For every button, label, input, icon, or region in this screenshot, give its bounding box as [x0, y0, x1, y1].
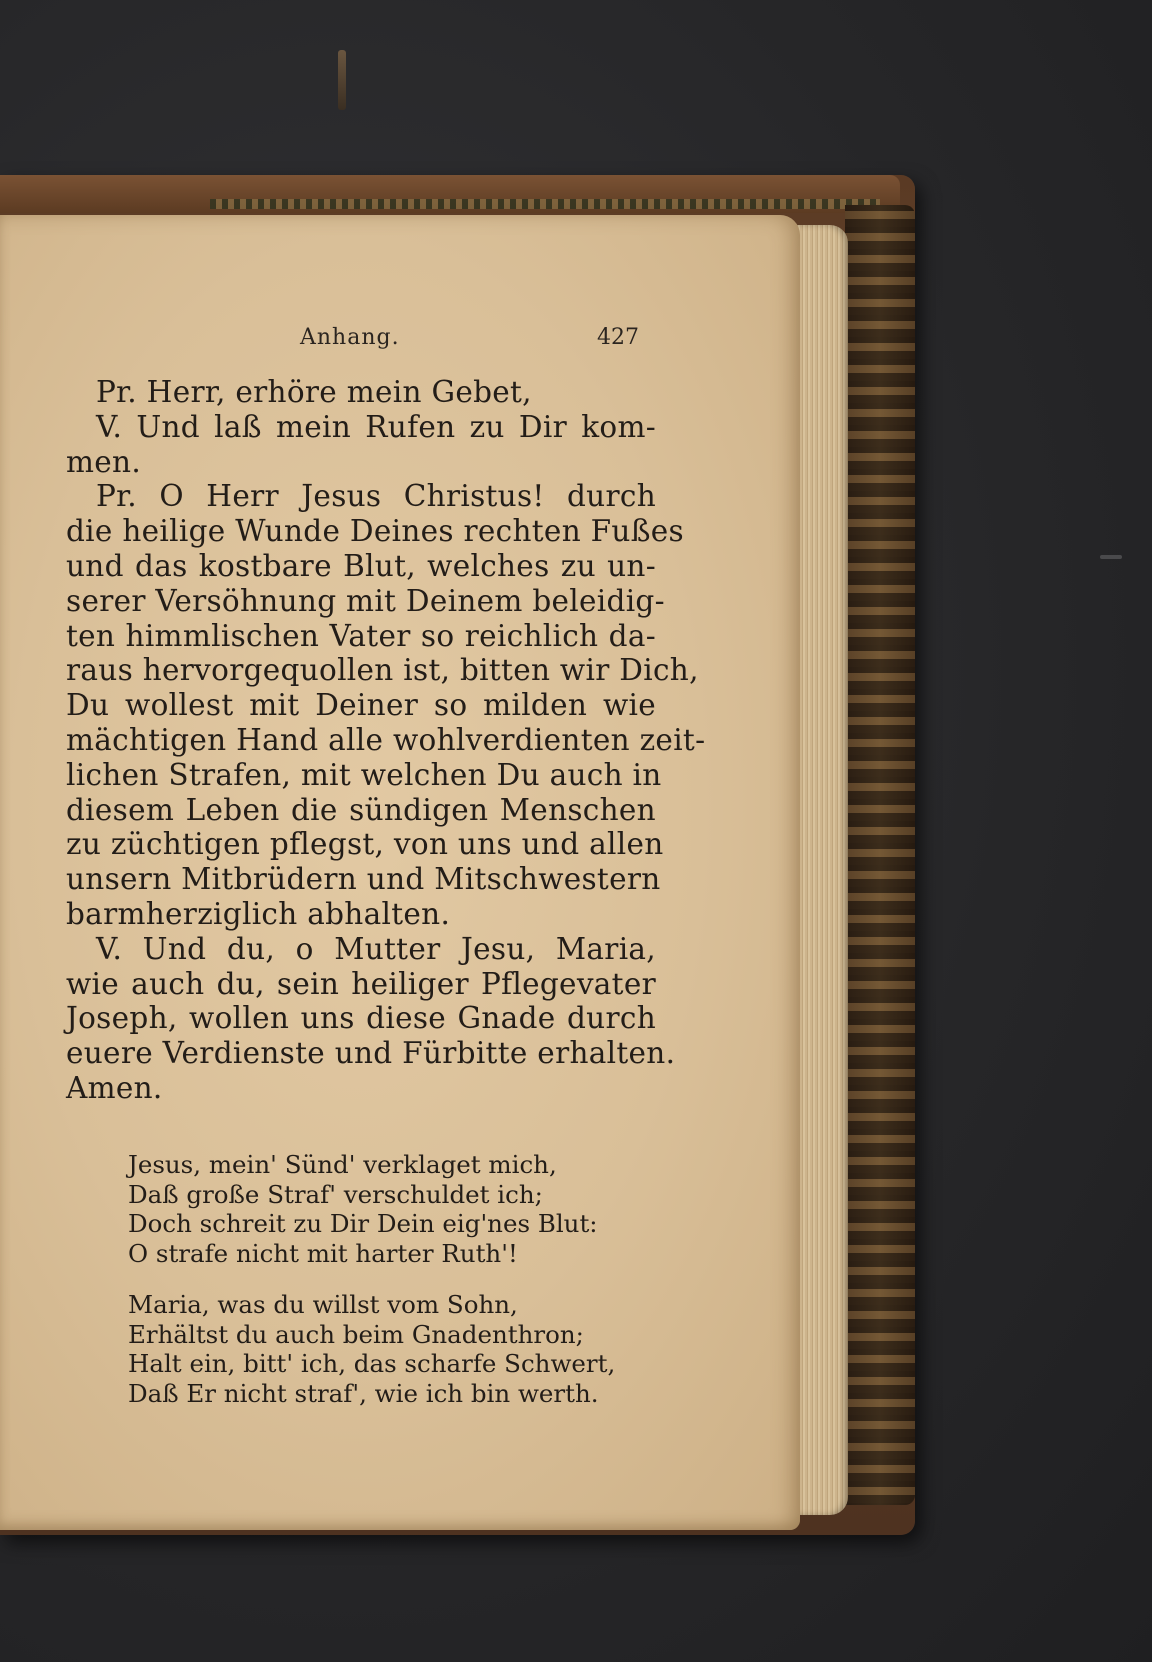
background-speck — [1100, 555, 1122, 559]
verse-line: Maria, was du willst vom Sohn, — [128, 1290, 518, 1319]
text-line: raus hervorgequollen ist, bitten wir Dich, — [66, 653, 699, 688]
verse-line: O strafe nicht mit harter Ruth'! — [128, 1238, 518, 1268]
text-line: mächtigen Hand alle wohlverdienten zeit- — [66, 722, 706, 757]
verse-line: Daß Er nicht straf', wie ich bin werth. — [128, 1378, 599, 1408]
hymn-verse-1 — [128, 1150, 648, 1268]
text-line: Amen. — [66, 1070, 163, 1105]
text-line: V. Und laß mein Rufen zu Dir kom- — [96, 409, 656, 444]
hymn-verse-2 — [128, 1290, 648, 1408]
book-spine-edge — [845, 205, 915, 1505]
verse-line: Erhältst du auch beim Gnadenthron; — [128, 1319, 584, 1349]
text-line: barmherziglich abhalten. — [66, 896, 451, 931]
text-line: Du wollest mit Deiner so milden wie — [66, 688, 656, 723]
book-top-edge — [0, 175, 900, 213]
text-line: wie auch du, sein heiliger Pflegevater — [66, 966, 656, 1001]
background-mark — [338, 50, 346, 110]
verse-line: Doch schreit zu Dir Dein eig'nes Blut: — [128, 1209, 598, 1238]
text-line: V. Und du, o Mutter Jesu, Maria, — [96, 931, 656, 966]
text-line: euere Verdienste und Fürbitte erhalten. — [66, 1036, 676, 1071]
running-head — [0, 325, 800, 355]
text-line: lichen Strafen, mit welchen Du auch in — [66, 757, 662, 792]
verse-line: Halt ein, bitt' ich, das scharfe Schwert, — [128, 1349, 616, 1378]
verse-line: Jesus, mein' Sünd' verklaget mich, — [128, 1150, 557, 1179]
text-line: Pr. O Herr Jesus Christus! durch — [96, 479, 656, 514]
book-page — [0, 215, 800, 1530]
text-line: ten himmlischen Vater so reichlich da- — [66, 618, 656, 653]
text-line: Joseph, wollen uns diese Gnade durch — [66, 1001, 656, 1036]
text-line: diesem Leben die sündigen Menschen — [66, 792, 656, 827]
text-line: und das kostbare Blut, welches zu un- — [66, 548, 656, 583]
page-number: 427 — [597, 325, 639, 350]
text-line: die heilige Wunde Deines rechten Fußes — [66, 514, 684, 549]
text-line: serer Versöhnung mit Deinem beleidig- — [66, 583, 665, 618]
text-line: unsern Mitbrüdern und Mitschwestern — [66, 862, 661, 897]
running-head-title: Anhang. — [300, 325, 400, 350]
prayer-text — [66, 375, 706, 1106]
text-line: Pr. Herr, erhöre mein Gebet, — [96, 375, 532, 409]
text-line: men. — [66, 444, 142, 479]
text-line: zu züchtigen pflegst, von uns und allen — [66, 827, 664, 862]
verse-line: Daß große Straf' verschuldet ich; — [128, 1179, 543, 1209]
